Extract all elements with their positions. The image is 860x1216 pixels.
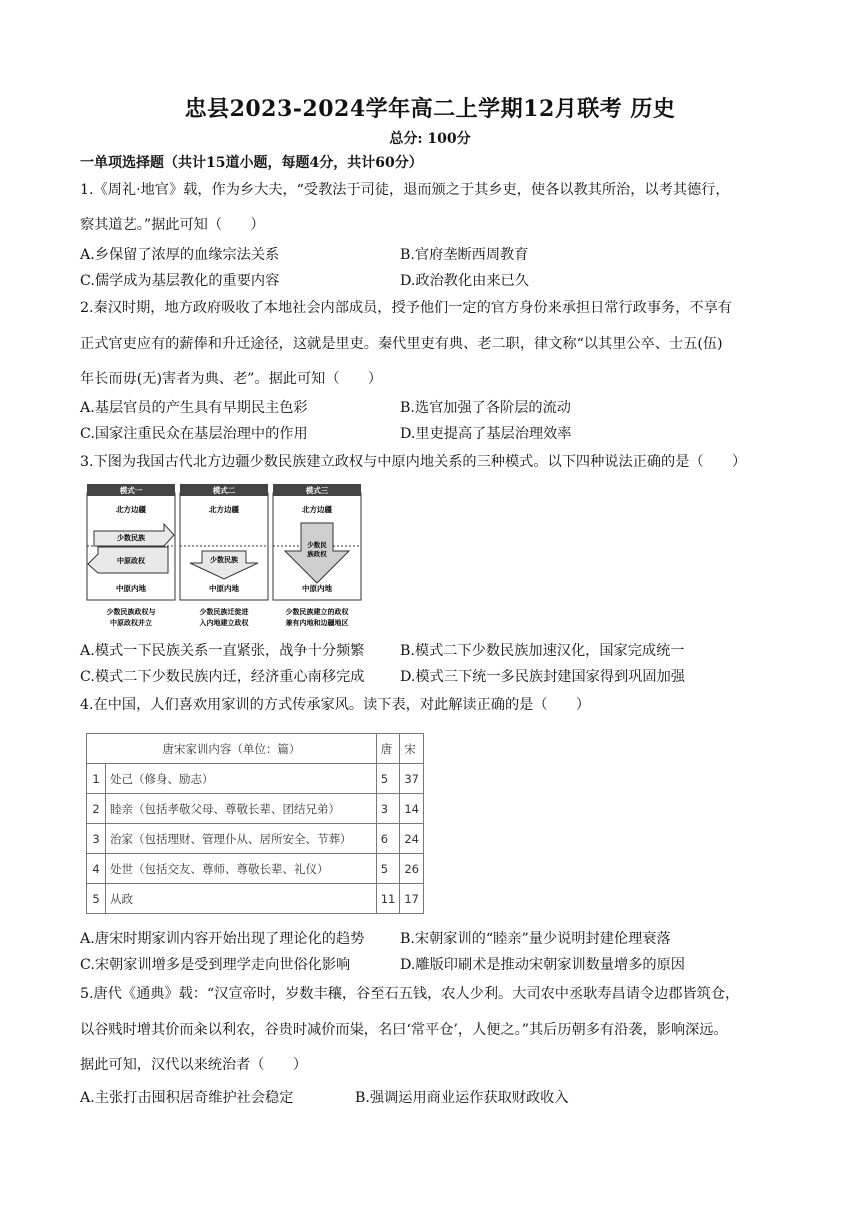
mode-three-label: 模式三 — [305, 486, 329, 495]
mode-two-caption-1: 少数民族迁徙进 — [199, 608, 249, 616]
mode-three-caption-1: 少数民族建立的政权 — [285, 608, 349, 616]
q4-option-a[interactable]: A.唐宋时期家训内容开始出现了理论化的趋势 — [80, 931, 365, 947]
q1-option-c[interactable]: C.儒学成为基层教化的重要内容 — [80, 273, 280, 289]
q2-option-b[interactable]: B.选官加强了各阶层的流动 — [400, 400, 571, 416]
mode-one-caption-1: 少数民族政权与 — [106, 608, 156, 616]
mode-two-panel — [180, 484, 268, 627]
row-tang: 6 — [376, 824, 400, 854]
total-score: 总分: 100分 — [389, 131, 471, 147]
q1-option-d[interactable]: D.政治教化由来已久 — [400, 273, 529, 289]
q3-option-b[interactable]: B.模式二下少数民族加速汉化，国家完成统一 — [400, 643, 685, 659]
q3-stem-line1: 3.下图为我国古代北方边疆少数民族建立政权与中原内地关系的三种模式。以下四种说法正确的是（ ） — [80, 454, 747, 470]
q3-option-a[interactable]: A.模式一下民族关系一直紧张，战争十分频繁 — [80, 643, 365, 659]
q1-option-a[interactable]: A.乡保留了浓厚的血缘宗法关系 — [80, 247, 280, 263]
q3-option-d[interactable]: D.模式三下统一多民族封建国家得到巩固加强 — [400, 669, 685, 685]
q5-option-b[interactable]: B.强调运用商业运作获取财政收入 — [355, 1090, 569, 1106]
row-tang: 11 — [376, 884, 400, 914]
table-row — [87, 824, 424, 854]
mode-one-caption-2: 中原政权并立 — [110, 619, 152, 627]
table-row — [87, 854, 424, 884]
q2-option-c[interactable]: C.国家注重民众在基层治理中的作用 — [80, 426, 308, 442]
q1-option-b[interactable]: B.官府垄断西周教育 — [400, 247, 529, 263]
q4-option-c[interactable]: C.宋朝家训增多是受到理学走向世俗化影响 — [80, 957, 351, 973]
mode-three-caption-2: 兼有内地和边疆地区 — [285, 619, 349, 627]
table-row — [87, 794, 424, 824]
family-instruction-table — [86, 733, 424, 914]
mode-one-label: 模式一 — [119, 486, 143, 495]
table-header-tang: 唐 — [376, 734, 400, 764]
table-row — [87, 764, 424, 794]
row-index: 5 — [87, 884, 106, 914]
row-song: 24 — [400, 824, 424, 854]
mode-three-central-land-label: 中原内地 — [302, 584, 332, 593]
q2-option-d[interactable]: D.里吏提高了基层治理效率 — [400, 426, 572, 442]
table-header-row — [87, 734, 424, 764]
q1-stem-line2: 察其道艺。”据此可知（ ） — [80, 217, 265, 233]
row-index: 1 — [87, 764, 106, 794]
row-content: 处世（包括交友、尊师、尊敬长辈、礼仪） — [106, 854, 377, 884]
q5-option-a[interactable]: A.主张打击囤积居奇维护社会稳定 — [80, 1090, 294, 1106]
mode-two-central-land-label: 中原内地 — [209, 584, 239, 593]
mode-three-north-label: 北方边疆 — [302, 505, 332, 514]
mode-two-north-label: 北方边疆 — [209, 505, 239, 514]
mode-two-caption-2: 入内地建立政权 — [199, 619, 249, 627]
mode-one-north-label: 北方边疆 — [116, 505, 146, 514]
table-header-song: 宋 — [400, 734, 424, 764]
table-row — [87, 884, 424, 914]
mode-one-panel — [87, 484, 175, 627]
q1-stem-line1: 1.《周礼·地官》载，作为乡大夫，“受教法于司徒，退而颁之于其乡吏，使各以教其所治，以考其德行， — [80, 182, 730, 198]
q4-option-d[interactable]: D.雕版印刷术是推动宋朝家训数量增多的原因 — [400, 957, 685, 973]
row-index: 3 — [87, 824, 106, 854]
mode-two-label: 模式二 — [212, 486, 236, 495]
row-song: 17 — [400, 884, 424, 914]
section-heading: 一单项选择题（共计15道小题，每题4分，共计60分） — [80, 155, 423, 171]
mode-three-minority-regime-label-1: 少数民 — [307, 541, 327, 549]
q5-stem-line2: 以谷贱时增其价而籴以利农，谷贵时减价而粜，名曰‘常平仓’，人便之。”其后历朝多有沿袭，影响深远。 — [80, 1022, 728, 1038]
q3-option-c[interactable]: C.模式二下少数民族内迁，经济重心南移完成 — [80, 669, 365, 685]
q2-stem-line1: 2.秦汉时期，地方政府吸收了本地社会内部成员，授予他们一定的官方身份来承担日常行政事务，不享有 — [80, 300, 732, 316]
row-content: 从政 — [106, 884, 377, 914]
row-tang: 5 — [376, 764, 400, 794]
q5-stem-line1: 5.唐代《通典》载：“汉宣帝时，岁数丰穰，谷至石五钱，农人少利。大司农中丞耿寿昌请令边郡皆筑仓， — [80, 986, 740, 1002]
q4-stem-line1: 4.在中国，人们喜欢用家训的方式传承家风。读下表，对此解读正确的是（ ） — [80, 697, 591, 713]
mode-one-minority-label: 少数民族 — [117, 534, 145, 542]
row-tang: 5 — [376, 854, 400, 884]
nationality-relation-diagram — [86, 483, 362, 631]
mode-three-minority-regime-label-2: 族政权 — [307, 550, 327, 558]
page-title: 忠县2023-2024学年高二上学期12月联考 历史 — [184, 96, 676, 122]
q5-stem-line3: 据此可知，汉代以来统治者（ ） — [80, 1057, 308, 1073]
row-song: 37 — [400, 764, 424, 794]
mode-three-panel — [273, 484, 361, 627]
q2-stem-line2: 正式官吏应有的薪俸和升迁途径，这就是里吏。秦代里吏有典、老二职，律文称“以其里公卒、士五(伍) — [80, 336, 723, 352]
row-content: 睦亲（包括孝敬父母、尊敬长辈、团结兄弟） — [106, 794, 377, 824]
row-content: 处己（修身、励志） — [106, 764, 377, 794]
row-content: 治家（包括理财、管理仆从、居所安全、节葬） — [106, 824, 377, 854]
row-song: 26 — [400, 854, 424, 884]
row-index: 4 — [87, 854, 106, 884]
row-song: 14 — [400, 794, 424, 824]
q2-stem-line3: 年长而毋(无)害者为典、老”。据此可知（ ） — [80, 371, 383, 387]
mode-one-central-land-label: 中原内地 — [116, 584, 146, 593]
mode-one-central-regime-label: 中原政权 — [117, 557, 145, 565]
q4-option-b[interactable]: B.宋朝家训的“睦亲”量少说明封建伦理衰落 — [400, 931, 671, 947]
row-tang: 3 — [376, 794, 400, 824]
q2-option-a[interactable]: A.基层官员的产生具有早期民主色彩 — [80, 400, 308, 416]
row-index: 2 — [87, 794, 106, 824]
table-header-content: 唐宋家训内容（单位：篇） — [87, 734, 377, 764]
mode-two-minority-label: 少数民族 — [210, 556, 238, 564]
